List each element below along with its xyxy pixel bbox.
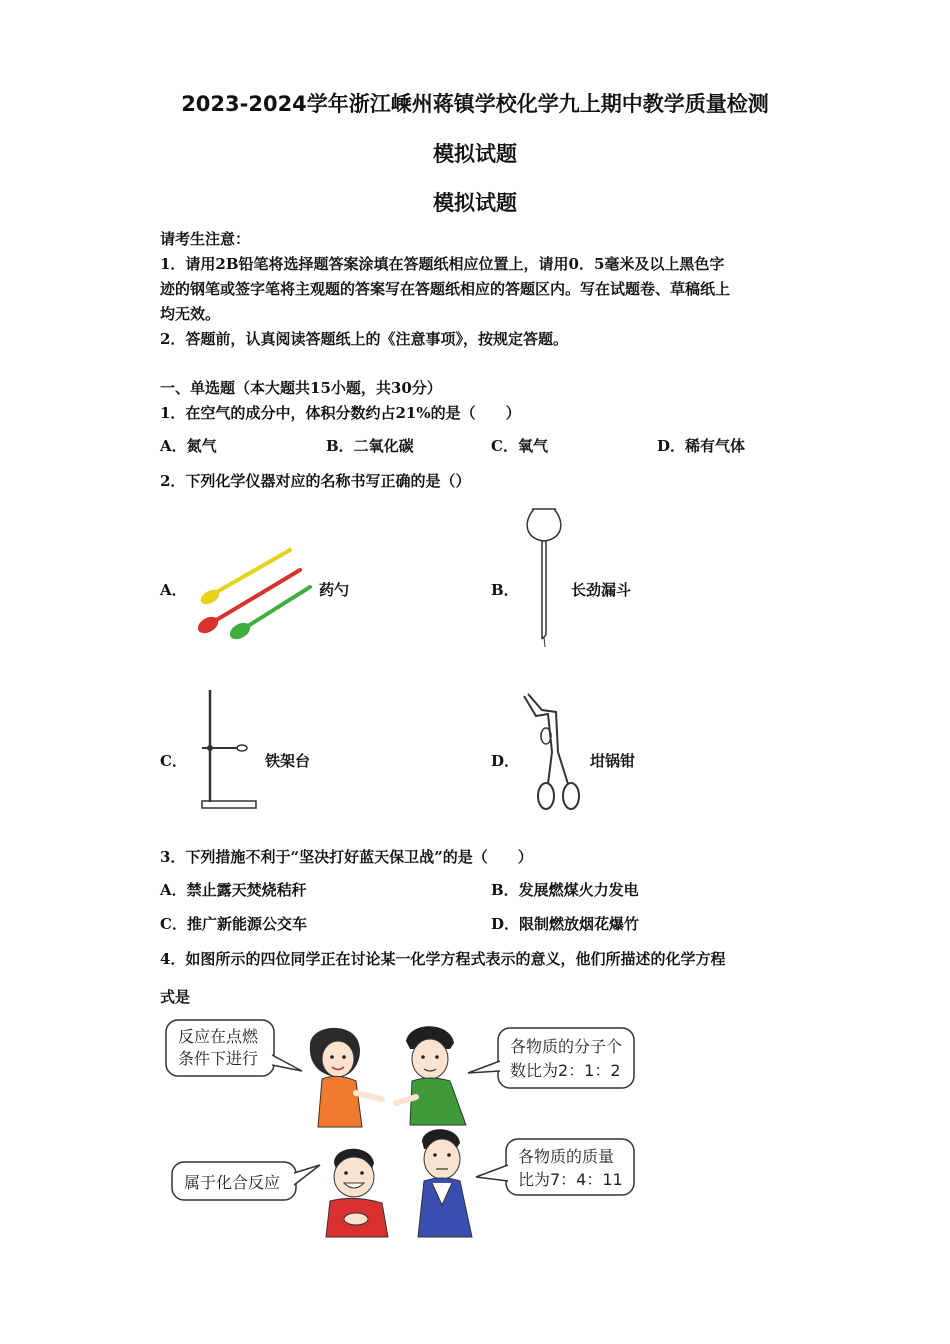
- bubble-2-line-1: 各物质的分子个: [510, 1037, 623, 1056]
- question-4-stem-line-2: 式是: [160, 988, 191, 1006]
- question-4-stem-line-1: 4．如图所示的四位同学正在讨论某一化学方程式表示的意义，他们所描述的化学方程: [160, 950, 726, 968]
- question-3-option-c: C．推广新能源公交车: [160, 915, 307, 933]
- students-discussion-illustration: [160, 1015, 650, 1240]
- question-2-option-c-letter: C．: [160, 752, 187, 770]
- thinking-boy-student-icon: [418, 1129, 472, 1237]
- exam-subtitle-repeat: 模拟试题: [433, 191, 517, 215]
- notice-item-2: 2．答题前，认真阅读答题纸上的《注意事项》，按规定答题。: [160, 330, 568, 348]
- question-1-option-d: D．稀有气体: [657, 437, 746, 455]
- notice-item-1-line-2: 迹的钢笔或签字笔将主观题的答案写在答题纸相应的答题区内。写在试题卷、草稿纸上: [160, 280, 731, 298]
- section-heading: 一、单选题（本大题共15小题，共30分）: [160, 379, 442, 397]
- question-2-option-b-letter: B．: [491, 581, 519, 599]
- question-2-option-b-name: 长劲漏斗: [571, 581, 632, 599]
- bubble-1-line-1: 反应在点燃: [178, 1027, 259, 1046]
- bubble-3-text: 属于化合反应: [184, 1173, 281, 1192]
- exam-subtitle: 模拟试题: [433, 142, 517, 166]
- speech-bubble-1: [166, 1020, 302, 1076]
- boy-student-icon: [396, 1026, 466, 1125]
- question-2-option-c-name: 铁架台: [265, 752, 311, 770]
- long-neck-funnel-illustration: [520, 505, 570, 650]
- girl-student-icon: [310, 1028, 382, 1127]
- spoons-illustration: [190, 545, 320, 645]
- speech-bubble-3: [172, 1162, 320, 1200]
- notice-heading: 请考生注意：: [160, 230, 251, 248]
- notice-item-1-line-3: 均无效。: [160, 305, 221, 323]
- iron-stand-illustration: [198, 690, 263, 812]
- bubble-4-line-2: 比为7：4：11: [518, 1170, 623, 1189]
- smiling-boy-student-icon: [326, 1149, 388, 1237]
- question-1-stem: 1．在空气的成分中，体积分数约占21%的是（ ）: [160, 404, 521, 422]
- question-2-option-a-letter: A．: [160, 581, 187, 599]
- question-3-option-a: A．禁止露天焚烧秸秆: [160, 881, 307, 899]
- exam-title: 2023-2024学年浙江嵊州蒋镇学校化学九上期中教学质量检测: [181, 92, 769, 116]
- speech-bubble-4: [476, 1139, 634, 1195]
- question-2-option-d-name: 坩锅钳: [590, 752, 636, 770]
- bubble-4-line-1: 各物质的质量: [518, 1147, 615, 1166]
- bubble-2-line-2: 数比为2：1：2: [510, 1061, 621, 1080]
- question-2-option-d-letter: D．: [491, 752, 520, 770]
- question-1-option-c: C．氧气: [491, 437, 548, 455]
- crucible-tongs-illustration: [518, 692, 588, 814]
- question-3-option-b: B．发展燃煤火力发电: [491, 881, 639, 899]
- question-3-option-d: D．限制燃放烟花爆竹: [491, 915, 640, 933]
- question-2-option-a-name: 药勺: [319, 581, 350, 599]
- notice-item-1-line-1: 1．请用2B铅笔将选择题答案涂填在答题纸相应位置上，请用0．5毫米及以上黑色字: [160, 255, 725, 273]
- question-3-stem: 3．下列措施不利于“坚决打好蓝天保卫战”的是（ ）: [160, 848, 533, 866]
- question-1-option-b: B．二氧化碳: [326, 437, 414, 455]
- question-1-option-a: A．氮气: [160, 437, 217, 455]
- question-2-stem: 2．下列化学仪器对应的名称书写正确的是（）: [160, 472, 471, 490]
- bubble-1-line-2: 条件下进行: [178, 1049, 259, 1068]
- speech-bubble-2: [468, 1028, 634, 1088]
